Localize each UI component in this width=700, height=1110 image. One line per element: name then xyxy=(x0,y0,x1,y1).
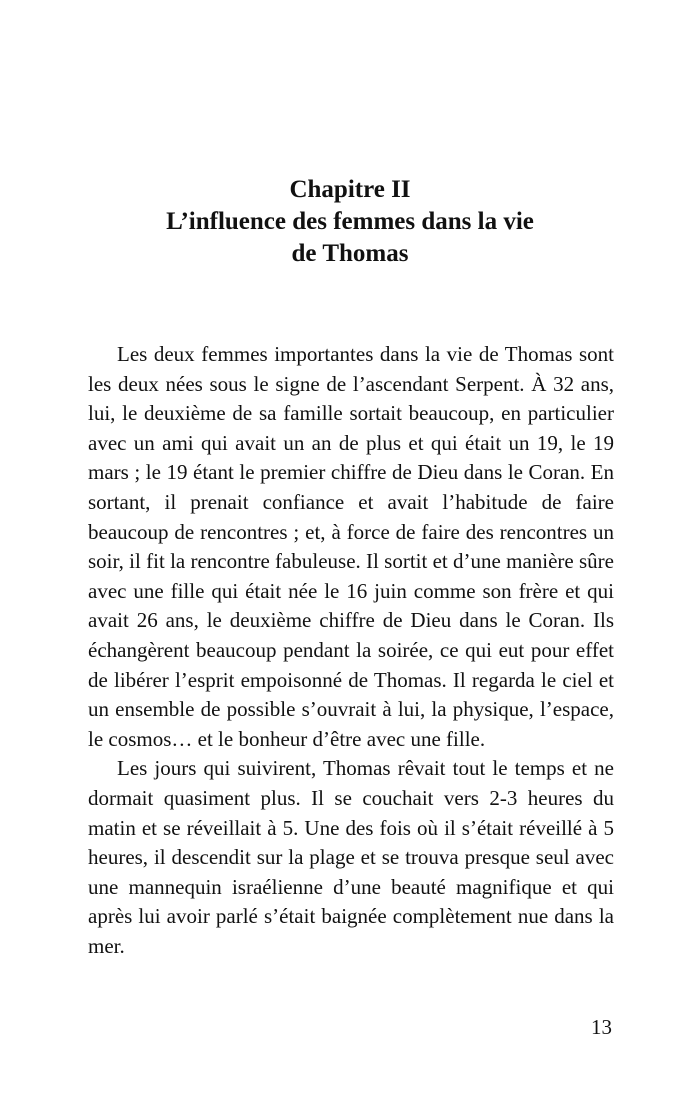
chapter-number: Chapitre II xyxy=(289,176,411,203)
page-number: 13 xyxy=(591,1015,612,1039)
paragraph: Les jours qui suivirent, Thomas rêvait tout le temps et ne dormait quasiment plus. Il se couchait vers 2-3 heures du matin et se réveillait à 5. Une des fois où il s’était réveillé à 5 heures, il descendit sur la plage et se trouva presque seul avec une mannequin israélienne d’une beauté magnifique et qui après lui avoir parlé s’était baignée complètement nue dans la mer. xyxy=(88,756,614,958)
chapter-heading xyxy=(0,174,700,270)
paragraph: Les deux femmes importantes dans la vie de Thomas sont les deux nées sous le signe de l’ascendant Serpent. À 32 ans, lui, le deuxième de sa famille sortait beaucoup, en particulier avec un ami qui avait un an de plus et qui était un 19, le 19 mars ; le 19 étant le premier chiffre de Dieu dans le Coran. En sortant, il prenait confiance et avait l’habitude de faire beaucoup de rencontres ; et, à force de faire des rencontres un soir, il fit la rencontre fabuleuse. Il sortit et d’une manière sûre avec une fille qui était née le 16 juin comme son frère et qui avait 26 ans, le deuxième chiffre de Dieu dans le Coran. Ils échangèrent beaucoup pendant la soirée, ce qui eut pour effet de libérer l’esprit empoisonné de Thomas. Il regarda le ciel et un ensemble de possible s’ouvrait à lui, la physique, l’espace, le cosmos… et le bonheur d’être avec une fille. xyxy=(88,342,614,751)
chapter-title-line-2: de Thomas xyxy=(291,240,409,267)
body-text xyxy=(88,340,614,961)
chapter-title-line-1: L’influence des femmes dans la vie xyxy=(166,208,534,235)
